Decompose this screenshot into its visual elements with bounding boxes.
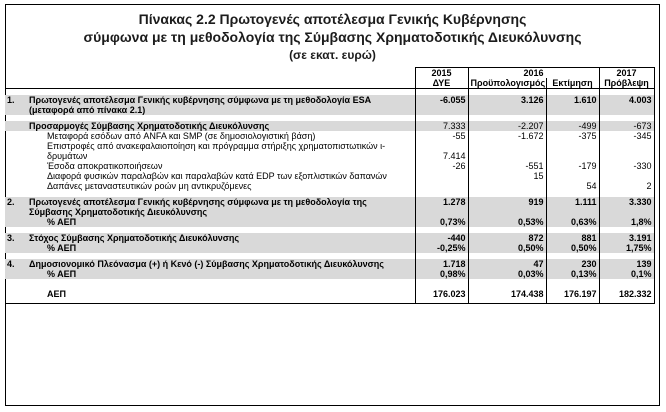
- cell-2017-forecast: 1,8%: [599, 217, 654, 227]
- row-number: 4.: [5, 259, 27, 269]
- table-row: [5, 259, 654, 269]
- cell-2015: -440: [415, 233, 468, 243]
- primary-balance-table: [5, 67, 655, 304]
- cell-2015: 7.333: [415, 121, 468, 131]
- cell-2016-estimate: 230: [546, 259, 599, 269]
- cell-2017-forecast: 1,75%: [599, 243, 654, 253]
- table-row: [5, 131, 654, 141]
- row-label: Επιστροφές από ανακεφαλαιοποίηση και πρόγραμμα στήριξης χρηματοπιστωτικών ι-: [47, 141, 386, 151]
- cell-2016-budget: 15: [468, 171, 546, 181]
- cell-2017-forecast: 3.330: [599, 197, 654, 207]
- cell-2016-estimate: 0,13%: [546, 269, 599, 279]
- table-subtitle: σύμφωνα με τη μεθοδολογία της Σύμβασης Χρηματοδοτικής Διευκόλυνσης: [83, 29, 582, 45]
- cell-2016-budget: 0,03%: [468, 269, 546, 279]
- header-2017: 2017: [599, 68, 654, 79]
- cell-2016-budget: 3.126: [468, 95, 546, 105]
- table-row: [5, 197, 654, 207]
- cell-2015: -6.055: [415, 95, 468, 105]
- cell-2017-forecast: -330: [599, 161, 654, 171]
- cell-2016-estimate: 0,50%: [546, 243, 599, 253]
- row-label: Πρωτογενές αποτέλεσμα Γενικής κυβέρνησης σύμφωνα με τη μεθοδολογία της: [27, 197, 415, 207]
- row-label: Προσαρμογές Σύμβασης Χρηματοδοτικής Διευκόλυνσης: [27, 121, 415, 131]
- table-title: Πίνακας 2.2 Πρωτογενές αποτέλεσμα Γενικής Κυβέρνησης: [138, 11, 527, 27]
- cell-2016-estimate: 54: [546, 181, 599, 191]
- row-label: Διαφορά φυσικών παραλαβών και παραλαβών κατά EDP των εξοπλιστικών δαπανών: [47, 171, 387, 181]
- table-row: [5, 233, 654, 243]
- header-row-years: [5, 68, 654, 79]
- cell-2016-budget: 919: [468, 197, 546, 207]
- cell-2016-estimate: 1.111: [546, 197, 599, 207]
- row-label: Μεταφορά εσόδων από ANFA και SMP (σε δημοσιολογιστική βάση): [47, 131, 316, 141]
- cell-2016-budget: -551: [468, 161, 546, 171]
- cell-2016-budget: 0,50%: [468, 243, 546, 253]
- table-row: [5, 243, 654, 253]
- cell-2015: 176.023: [415, 289, 468, 304]
- header-estimate: Εκτίμηση: [546, 78, 599, 89]
- row-number: 2.: [5, 197, 27, 207]
- cell-2016-estimate: 1.610: [546, 95, 599, 105]
- cell-2015: 0,98%: [415, 269, 468, 279]
- header-forecast: Πρόβλεψη: [599, 78, 654, 89]
- table-row: [5, 121, 654, 131]
- cell-2016-budget: -2.207: [468, 121, 546, 131]
- cell-2015: 1.718: [415, 259, 468, 269]
- cell-2015: -26: [415, 161, 468, 171]
- cell-2016-budget: 174.438: [468, 289, 546, 304]
- cell-2015: -55: [415, 131, 468, 141]
- cell-2015: 7.414: [415, 151, 468, 161]
- cell-2016-estimate: -179: [546, 161, 599, 171]
- row-label: Έσοδα αποκρατικοποιήσεων: [47, 161, 163, 171]
- cell-2015: 1.278: [415, 197, 468, 207]
- table-row: [5, 151, 654, 161]
- cell-2016-budget: 0,53%: [468, 217, 546, 227]
- row-label: ΑΕΠ: [27, 289, 415, 304]
- row-label: Στόχος Σύμβασης Χρηματοδοτικής Διευκόλυνσης: [27, 233, 415, 243]
- cell-2015: -0,25%: [415, 243, 468, 253]
- table-row: [5, 207, 654, 217]
- row-label-cont: Σύμβασης Χρηματοδοτικής Διευκόλυνσης: [27, 207, 415, 217]
- table-row: [5, 217, 654, 227]
- row-label: Δημοσιονομικό Πλεόνασμα (+) ή Κενό (-) Σύμβασης Χρηματοδοτικής Διευκόλυνσης: [27, 259, 415, 269]
- cell-2016-estimate: -375: [546, 131, 599, 141]
- cell-2016-estimate: 176.197: [546, 289, 599, 304]
- table-row: [5, 105, 654, 115]
- cell-2016-estimate: -499: [546, 121, 599, 131]
- table-row: [5, 289, 654, 304]
- cell-2016-budget: 47: [468, 259, 546, 269]
- row-number: 3.: [5, 233, 27, 243]
- table-row: [5, 141, 654, 151]
- header-dye: ΔΥΕ: [415, 78, 468, 89]
- row-label: % ΑΕΠ: [27, 269, 415, 279]
- cell-2017-forecast: 3.191: [599, 233, 654, 243]
- cell-2016-budget: 872: [468, 233, 546, 243]
- row-label-cont: (μεταφορά από πίνακα 2.1): [27, 105, 415, 115]
- table-row: [5, 181, 654, 191]
- row-label: % ΑΕΠ: [27, 243, 415, 253]
- row-label: Πρωτογενές αποτέλεσμα Γενικής κυβέρνησης σύμφωνα με τη μεθοδολογία ESA: [27, 95, 415, 105]
- cell-2017-forecast: 0,1%: [599, 269, 654, 279]
- cell-2017-forecast: -673: [599, 121, 654, 131]
- cell-2017-forecast: 139: [599, 259, 654, 269]
- cell-2016-budget: -1.672: [468, 131, 546, 141]
- cell-2017-forecast: -345: [599, 131, 654, 141]
- cell-2016-estimate: 881: [546, 233, 599, 243]
- table-row: [5, 95, 654, 105]
- table-row: [5, 161, 654, 171]
- cell-2017-forecast: 182.332: [599, 289, 654, 304]
- row-label: Δαπάνες μεταναστευτικών ροών μη αντικρυζόμενες: [47, 181, 252, 191]
- cell-2016-estimate: 0,63%: [546, 217, 599, 227]
- table-row: [5, 269, 654, 279]
- header-2015: 2015: [415, 68, 468, 79]
- row-label-cont: δρυμάτων: [47, 151, 88, 161]
- table-row: [5, 171, 654, 181]
- row-label: % ΑΕΠ: [27, 217, 415, 227]
- header-budget: Προϋπολογισμός: [468, 78, 546, 89]
- row-number: 1.: [5, 95, 27, 105]
- header-2016: 2016: [468, 68, 599, 79]
- header-row-types: [5, 78, 654, 89]
- cell-2017-forecast: 4.003: [599, 95, 654, 105]
- table-units: (σε εκατ. ευρώ): [289, 48, 376, 62]
- cell-2015: 0,73%: [415, 217, 468, 227]
- cell-2017-forecast: 2: [599, 181, 654, 191]
